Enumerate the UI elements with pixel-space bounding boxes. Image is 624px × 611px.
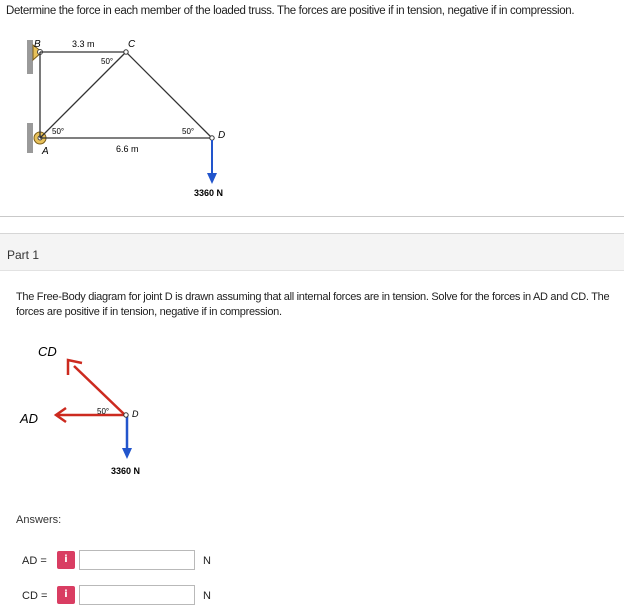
dim-top-label: 3.3 m xyxy=(72,39,95,49)
angle-c-label: 50° xyxy=(101,57,114,66)
fbd-joint-label: D xyxy=(132,409,139,419)
ad-unit-label: N xyxy=(203,555,211,567)
label-a: A xyxy=(42,146,49,157)
angle-a-label: 50° xyxy=(52,127,65,136)
cd-answer-label: CD = xyxy=(22,590,48,602)
ad-info-icon[interactable]: i xyxy=(57,551,75,569)
angle-d-label: 50° xyxy=(182,127,195,136)
cd-info-icon[interactable]: i xyxy=(57,586,75,604)
part-header xyxy=(0,233,624,271)
cd-answer-input[interactable] xyxy=(79,585,195,605)
load-label: 3360 N xyxy=(194,188,224,198)
label-c: C xyxy=(128,39,136,50)
label-b: B xyxy=(34,39,41,50)
fbd-cd-label: CD xyxy=(38,344,57,359)
label-d: D xyxy=(218,130,226,141)
wall-support-b xyxy=(27,40,33,74)
problem-statement: Determine the force in each member of the loaded truss. The forces are positive if in tension, negative if in compression. xyxy=(6,5,575,17)
part-description: The Free-Body diagram for joint D is drawn assuming that all internal forces are in tension. Solve for the forces in AD and CD. The forces are positive if in tension, negative if in compression. xyxy=(16,291,610,318)
free-body-diagram xyxy=(0,335,200,485)
fbd-load-label: 3360 N xyxy=(111,466,141,476)
fbd-angle-label: 50° xyxy=(97,407,110,416)
truss-diagram xyxy=(0,30,260,210)
answers-heading: Answers: xyxy=(16,514,62,526)
fbd-joint-d xyxy=(124,413,128,417)
joint-d xyxy=(210,136,214,140)
member-cd xyxy=(126,52,212,138)
ad-answer-label: AD = xyxy=(22,555,47,567)
joint-c xyxy=(124,50,128,54)
cd-unit-label: N xyxy=(203,590,211,602)
fbd-ad-label: AD xyxy=(20,411,39,426)
ad-answer-input[interactable] xyxy=(79,550,195,570)
wall-support-a xyxy=(27,123,33,153)
section-divider xyxy=(0,216,624,217)
dim-bottom-label: 6.6 m xyxy=(116,144,139,154)
load-arrow-head xyxy=(207,173,217,184)
part-title: Part 1 xyxy=(7,248,40,262)
fbd-load-head xyxy=(122,448,132,459)
